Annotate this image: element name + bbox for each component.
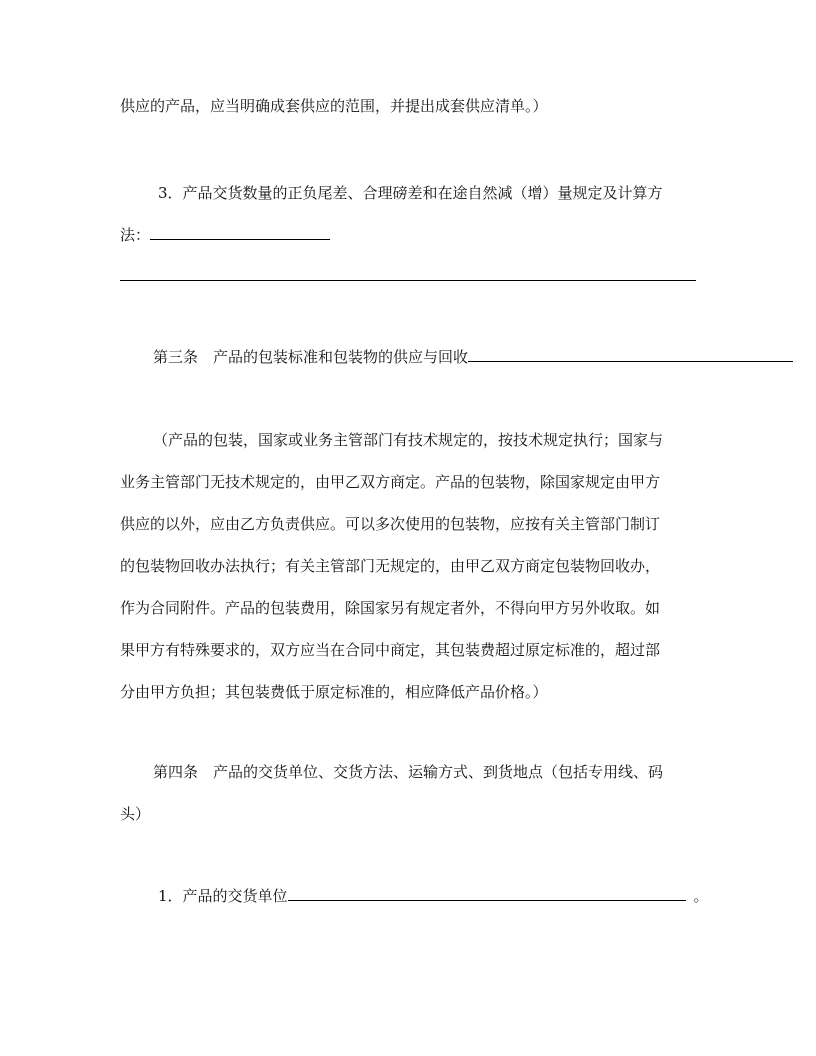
item-1-end-punct: 。 <box>693 887 709 905</box>
paragraph-line: 果甲方有特殊要求的，双方应当在合同中商定，其包装费超过原定标准的，超过部 <box>120 641 661 659</box>
item-3-line-1: 3．产品交货数量的正负尾差、合理磅差和在途自然减（增）量规定及计算方 <box>158 184 663 202</box>
article-3-label: 第三条 产品的包装标准和包装物的供应与回收 <box>153 348 469 366</box>
article-3-heading <box>153 347 793 367</box>
item-1-line <box>158 886 709 906</box>
article-4-line-1: 第四条 产品的交货单位、交货方法、运输方式、到货地点（包括专用线、码 <box>153 763 664 781</box>
article-4-line-2: 头） <box>120 805 151 823</box>
paragraph-line: （产品的包装，国家或业务主管部门有技术规定的，按技术规定执行；国家与 <box>153 431 664 449</box>
fill-in-blank-calc-method[interactable] <box>150 225 330 240</box>
paragraph-continuation: 供应的产品，应当明确成套供应的范围，并提出成套供应清单。） <box>120 97 548 115</box>
item-3-label: 法： <box>120 226 151 244</box>
paragraph-line: 业务主管部门无技术规定的，由甲乙双方商定。产品的包装物，除国家规定由甲方 <box>120 473 661 491</box>
fill-in-blank-full-line[interactable] <box>120 280 696 281</box>
fill-in-blank-packaging[interactable] <box>468 347 793 362</box>
paragraph-line: 供应的以外，应由乙方负责供应。可以多次使用的包装物，应按有关主管部门制订 <box>120 515 661 533</box>
fill-in-blank-delivery-unit[interactable] <box>288 886 686 901</box>
paragraph-line: 作为合同附件。产品的包装费用，除国家另有规定者外，不得向甲方另外收取。如 <box>120 599 661 617</box>
item-3-line-2 <box>120 225 330 245</box>
paragraph-line: 分由甲方负担；其包装费低于原定标准的，相应降低产品价格。） <box>120 683 548 701</box>
item-1-label: 1．产品的交货单位 <box>158 887 288 905</box>
paragraph-line: 的包装物回收办法执行；有关主管部门无规定的，由甲乙双方商定包装物回收办， <box>120 557 661 575</box>
